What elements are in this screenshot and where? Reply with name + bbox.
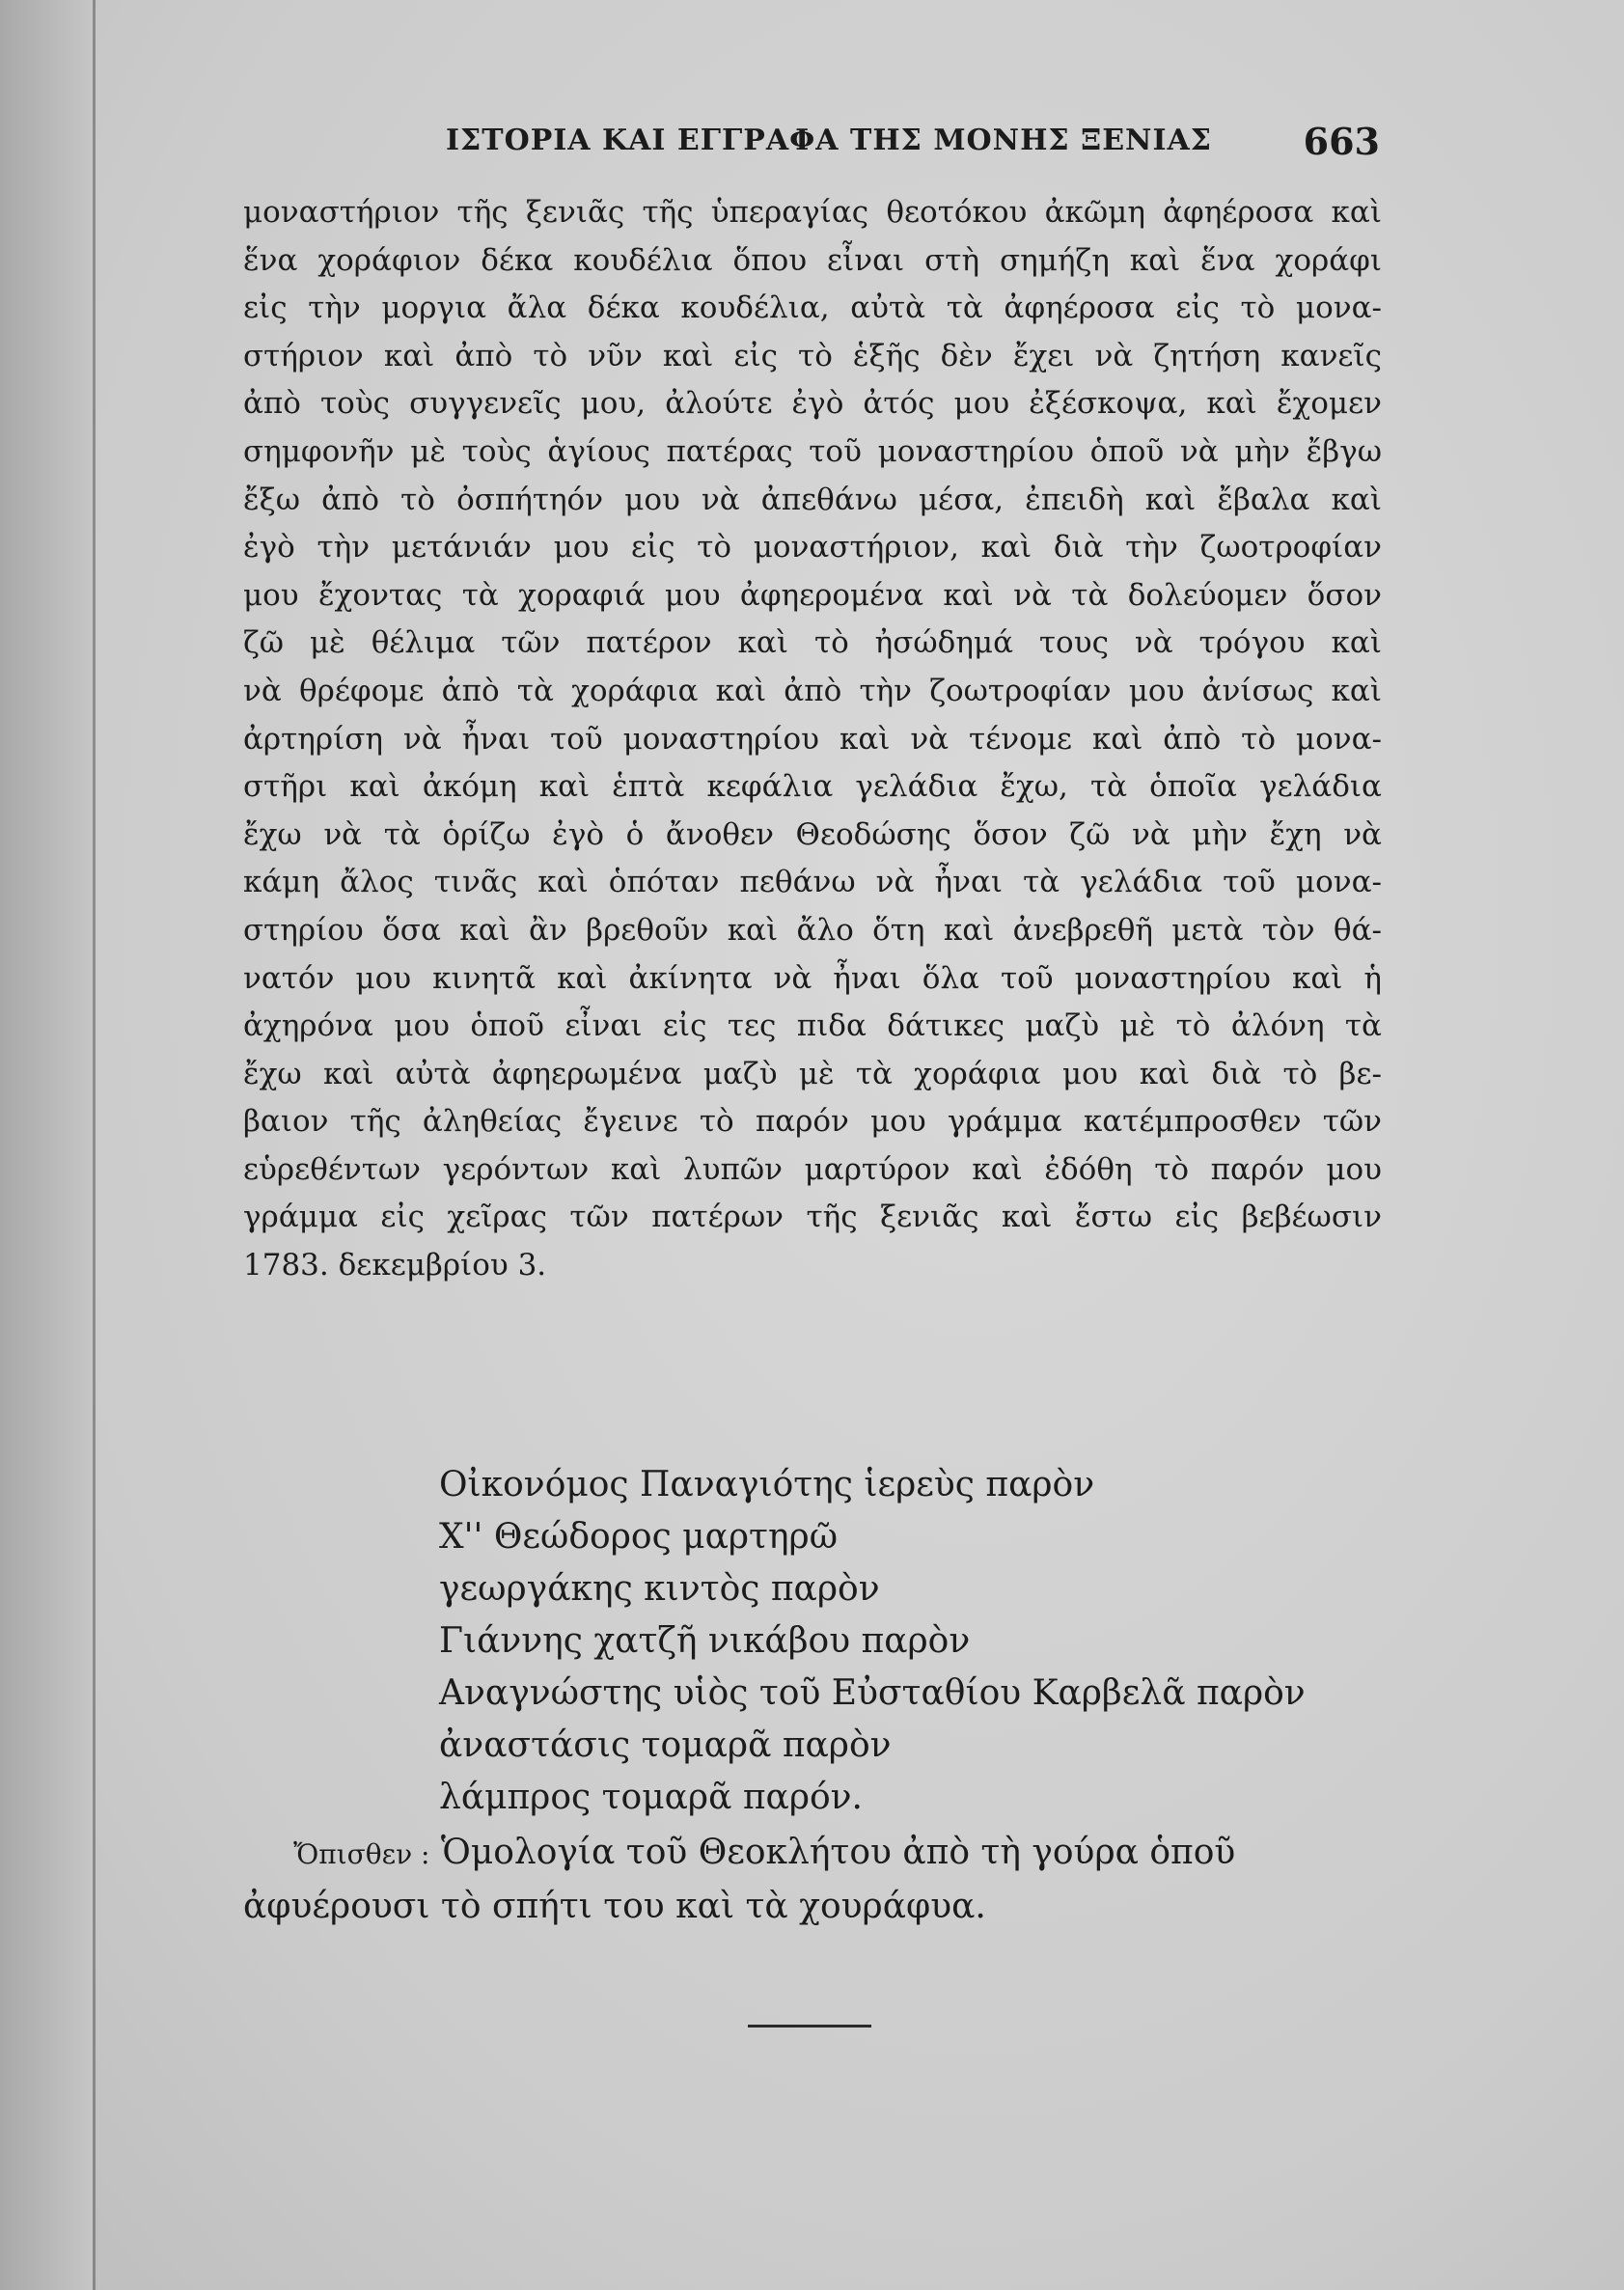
body-line: εἰς τὴν μοργια ἄλα δέκα κουδέλια, αὐτὰ τὰ ἀφηέροσα εἰς τὸ μονα- (243, 290, 1382, 326)
signature-line: Γιάννης χατζῆ νικάβου παρὸν (439, 1621, 971, 1661)
body-line: νὰ θρέφομε ἀπὸ τὰ χοράφια καὶ ἀπὸ τὴν ζοωτροφίαν μου ἀνίσως καὶ (243, 673, 1382, 708)
section-rule (748, 2025, 871, 2028)
body-line: μου ἔχοντας τὰ χοραφιά μου ἀφηερομένα καὶ νὰ τὰ δολεύομεν ὅσον (243, 577, 1382, 613)
signature-line: Οἰκονόμος Παναγιότης ἱερεὺς παρὸν (439, 1465, 1095, 1504)
signature-line: Χ'' Θεώδορος μαρτηρῶ (439, 1517, 839, 1557)
page-number: 663 (1303, 120, 1380, 163)
body-line: ἔξω ἀπὸ τὸ ὀσπήτηόν μου νὰ ἀπεθάνω μέσα, ἐπειδὴ καὶ ἔβαλα καὶ (243, 482, 1382, 517)
body-line: ἐγὸ τὴν μετάνιάν μου εἰς τὸ μοναστήριον, καὶ διὰ τὴν ζωοτροφίαν (243, 530, 1382, 566)
body-line: στήριον καὶ ἀπὸ τὸ νῦν καὶ εἰς τὸ ἑξῆς δὲν ἔχει νὰ ζητήση κανεῖς (243, 338, 1382, 373)
binding-edge (93, 0, 96, 2290)
date-line: 1783. δεκεμβρίου 3. (243, 1248, 547, 1283)
verso-note (243, 1826, 1401, 1934)
body-line: κάμη ἄλος τινᾶς καὶ ὁπόταν πεθάνω νὰ ἦναι τὰ γελάδια τοῦ μονα- (243, 865, 1382, 900)
body-line: εὑρεθέντων γερόντων καὶ λυπῶν μαρτύρον καὶ ἐδόθη τὸ παρόν μου (243, 1151, 1382, 1187)
body-line: ἀπὸ τοὺς συγγενεῖς μου, ἀλούτε ἐγὸ ἀτός μου ἐξέσκοψα, καὶ ἔχομεν (243, 386, 1382, 422)
signature-line: Αναγνώστης υἱὸς τοῦ Εὐσταθίου Καρβελᾶ παρὸν (439, 1673, 1306, 1713)
signature-line: ἀναστάσις τομαρᾶ παρὸν (439, 1725, 892, 1765)
signature-line: λάμπρος τομαρᾶ παρόν. (439, 1778, 863, 1817)
binding-shadow (0, 0, 93, 2290)
body-line: νατόν μου κινητᾶ καὶ ἀκίνητα νὰ ἦναι ὅλα τοῦ μοναστηρίου καὶ ἡ (243, 960, 1382, 996)
body-line: ἔχω καὶ αὐτὰ ἀφηερωμένα μαζὺ μὲ τὰ χοράφια μου καὶ διὰ τὸ βε- (243, 1056, 1382, 1091)
body-line: ζῶ μὲ θέλιμα τῶν πατέρον καὶ τὸ ἠσώδημά τους νὰ τρόγου καὶ (243, 625, 1382, 661)
body-line: στηρίου ὅσα καὶ ἂν βρεθοῦν καὶ ἄλο ὅτη καὶ ἀνεβρεθῆ μετὰ τὸν θά- (243, 912, 1382, 948)
body-line: ἔχω νὰ τὰ ὁρίζω ἐγὸ ὁ ἄνοθεν Θεοδώσης ὅσον ζῶ νὰ μὴν ἔχη νὰ (243, 816, 1382, 852)
body-line: βαιον τῆς ἀληθείας ἔγεινε τὸ παρόν μου γράμμα κατέμπροσθεν τῶν (243, 1104, 1382, 1140)
running-header (243, 120, 1380, 172)
body-text (243, 189, 1382, 1290)
body-line: ἀχηρόνα μου ὁποῦ εἶναι εἰς τες πιδα δάτικες μαζὺ μὲ τὸ ἀλόνη τὰ (243, 1008, 1382, 1044)
verso-label: Ὄπισθεν : (293, 1838, 430, 1870)
body-line: ἀρτηρίση νὰ ἦναι τοῦ μοναστηρίου καὶ νὰ τένομε καὶ ἀπὸ τὸ μονα- (243, 721, 1382, 757)
body-line: σημφονῆν μὲ τοὺς ἁγίους πατέρας τοῦ μοναστηρίου ὁποῦ νὰ μὴν ἔβγω (243, 433, 1382, 469)
body-line: στῆρι καὶ ἀκόμη καὶ ἑπτὰ κεφάλια γελάδια ἔχω, τὰ ὁποῖα γελάδια (243, 769, 1382, 805)
verso-text-1: Ὁμολογία τοῦ Θεοκλήτου ἀπὸ τὴ γούρα ὁποῦ (440, 1833, 1236, 1872)
verso-line-2: ἀφυέρουσι τὸ σπήτι του καὶ τὰ χουράφυα. (243, 1887, 986, 1926)
running-title: ΙΣΤΟΡΙΑ ΚΑΙ ΕΓΓΡΑΦΑ ΤΗΣ ΜΟΝΗΣ ΞΕΝΙΑΣ (446, 124, 1212, 157)
body-line: ἕνα χοράφιον δέκα κουδέλια ὅπου εἶναι στὴ σημήζη καὶ ἕνα χοράφι (243, 242, 1382, 278)
verso-line-1 (243, 1826, 1401, 1880)
body-line: μοναστήριον τῆς ξενιᾶς τῆς ὑπεραγίας θεοτόκου ἀκῶμη ἀφηέροσα καὶ (243, 195, 1382, 230)
signature-list (439, 1459, 1404, 1824)
body-line: γράμμα εἰς χεῖρας τῶν πατέρων τῆς ξενιᾶς καὶ ἔστω εἰς βεβέωσιν (243, 1200, 1382, 1235)
signature-line: γεωργάκης κιντὸς παρὸν (439, 1569, 880, 1609)
